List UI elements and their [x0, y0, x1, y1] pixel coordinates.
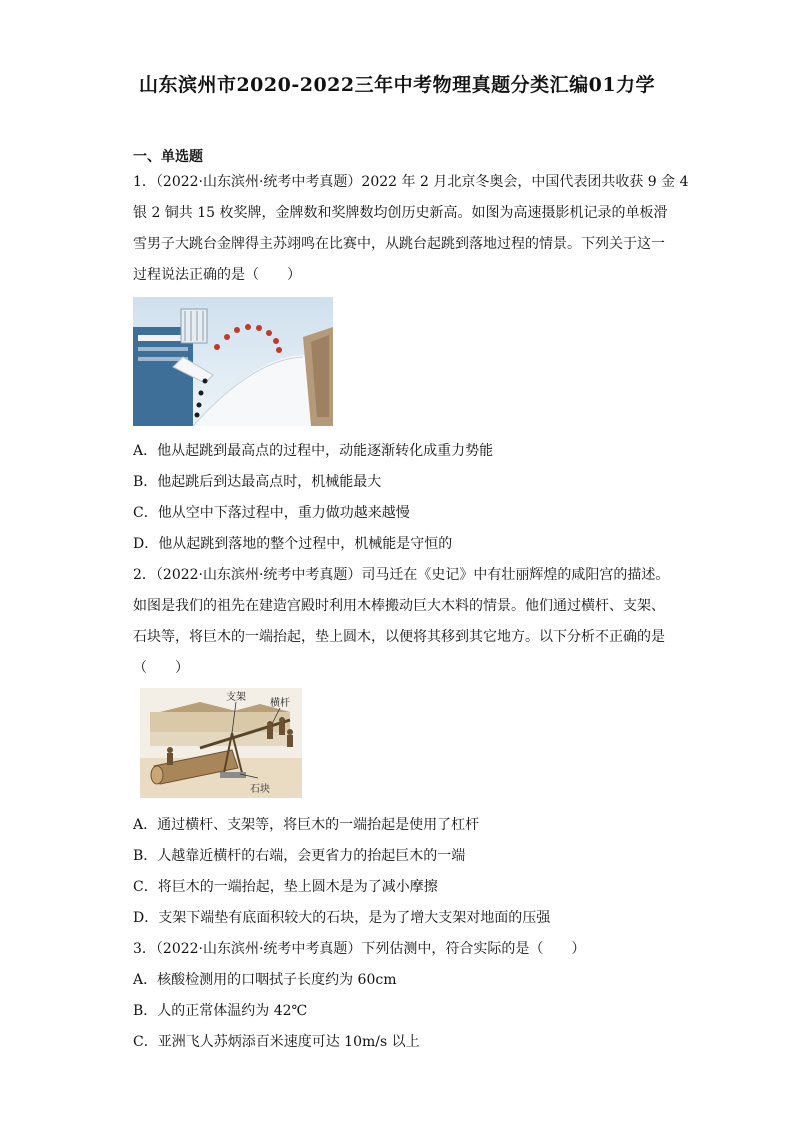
q2-label-stone: 石块: [250, 784, 270, 795]
q2-label-support: 支架: [226, 692, 246, 703]
document-title: 山东滨州市2020-2022三年中考物理真题分类汇编01力学: [138, 74, 656, 96]
q1-ski-jump-photo: [133, 297, 333, 426]
q2-option-b: B．人越靠近横杆的右端，会更省力的抬起巨木的一端: [133, 848, 466, 864]
q2-option-d: D．支架下端垫有底面积较大的石块，是为了增大支架对地面的压强: [133, 910, 551, 926]
q1-option-c: C．他从空中下落过程中，重力做功越来越慢: [133, 505, 410, 521]
q1-stem-line-1: 1．（2022·山东滨州·统考中考真题）2022 年 2 月北京冬奥会，中国代表团共收获 9 金 4: [133, 174, 689, 190]
q3-option-b: B．人的正常体温约为 42℃: [133, 1003, 308, 1019]
q2-stem-line-3: 石块等，将巨木的一端抬起，垫上圆木，以便将其移到其它地方。以下分析不正确的是: [133, 629, 665, 645]
q2-label-lever: 横杆: [270, 698, 290, 709]
q2-stem-line-2: 如图是我们的祖先在建造宫殿时利用木棒搬动巨大木料的情景。他们通过横杆、支架、: [133, 598, 665, 614]
q1-stem-line-2: 银 2 铜共 15 枚奖牌，金牌数和奖牌数均创历史新高。如图为高速摄影机记录的单板滑: [133, 205, 668, 221]
q2-palace-lever-illustration: [140, 688, 302, 798]
q1-option-d: D．他从起跳到落地的整个过程中，机械能是守恒的: [133, 536, 453, 552]
q1-option-a: A．他从起跳到最高点的过程中，动能逐渐转化成重力势能: [133, 443, 494, 459]
q2-option-a: A．通过横杆、支架等，将巨木的一端抬起是使用了杠杆: [133, 817, 480, 833]
q1-option-b: B．他起跳后到达最高点时，机械能最大: [133, 474, 382, 490]
q1-stem-line-4: 过程说法正确的是（ ）: [133, 267, 301, 283]
q1-stem-line-3: 雪男子大跳台金牌得主苏翊鸣在比赛中，从跳台起跳到落地过程的情景。下列关于这一: [133, 236, 665, 252]
q2-stem-line-1: 2．（2022·山东滨州·统考中考真题）司马迁在《史记》中有壮丽辉煌的咸阳宫的描述。: [133, 567, 670, 583]
q3-option-a: A．核酸检测用的口咽拭子长度约为 60cm: [133, 972, 397, 988]
q2-option-c: C．将巨木的一端抬起，垫上圆木是为了减小摩擦: [133, 879, 438, 895]
q3-stem-line-1: 3．（2022·山东滨州·统考中考真题）下列估测中，符合实际的是（ ）: [133, 941, 586, 957]
q3-option-c: C．亚洲飞人苏炳添百米速度可达 10m/s 以上: [133, 1034, 420, 1050]
q2-stem-line-4: （ ）: [133, 660, 189, 676]
section-heading: 一、单选题: [133, 149, 203, 165]
